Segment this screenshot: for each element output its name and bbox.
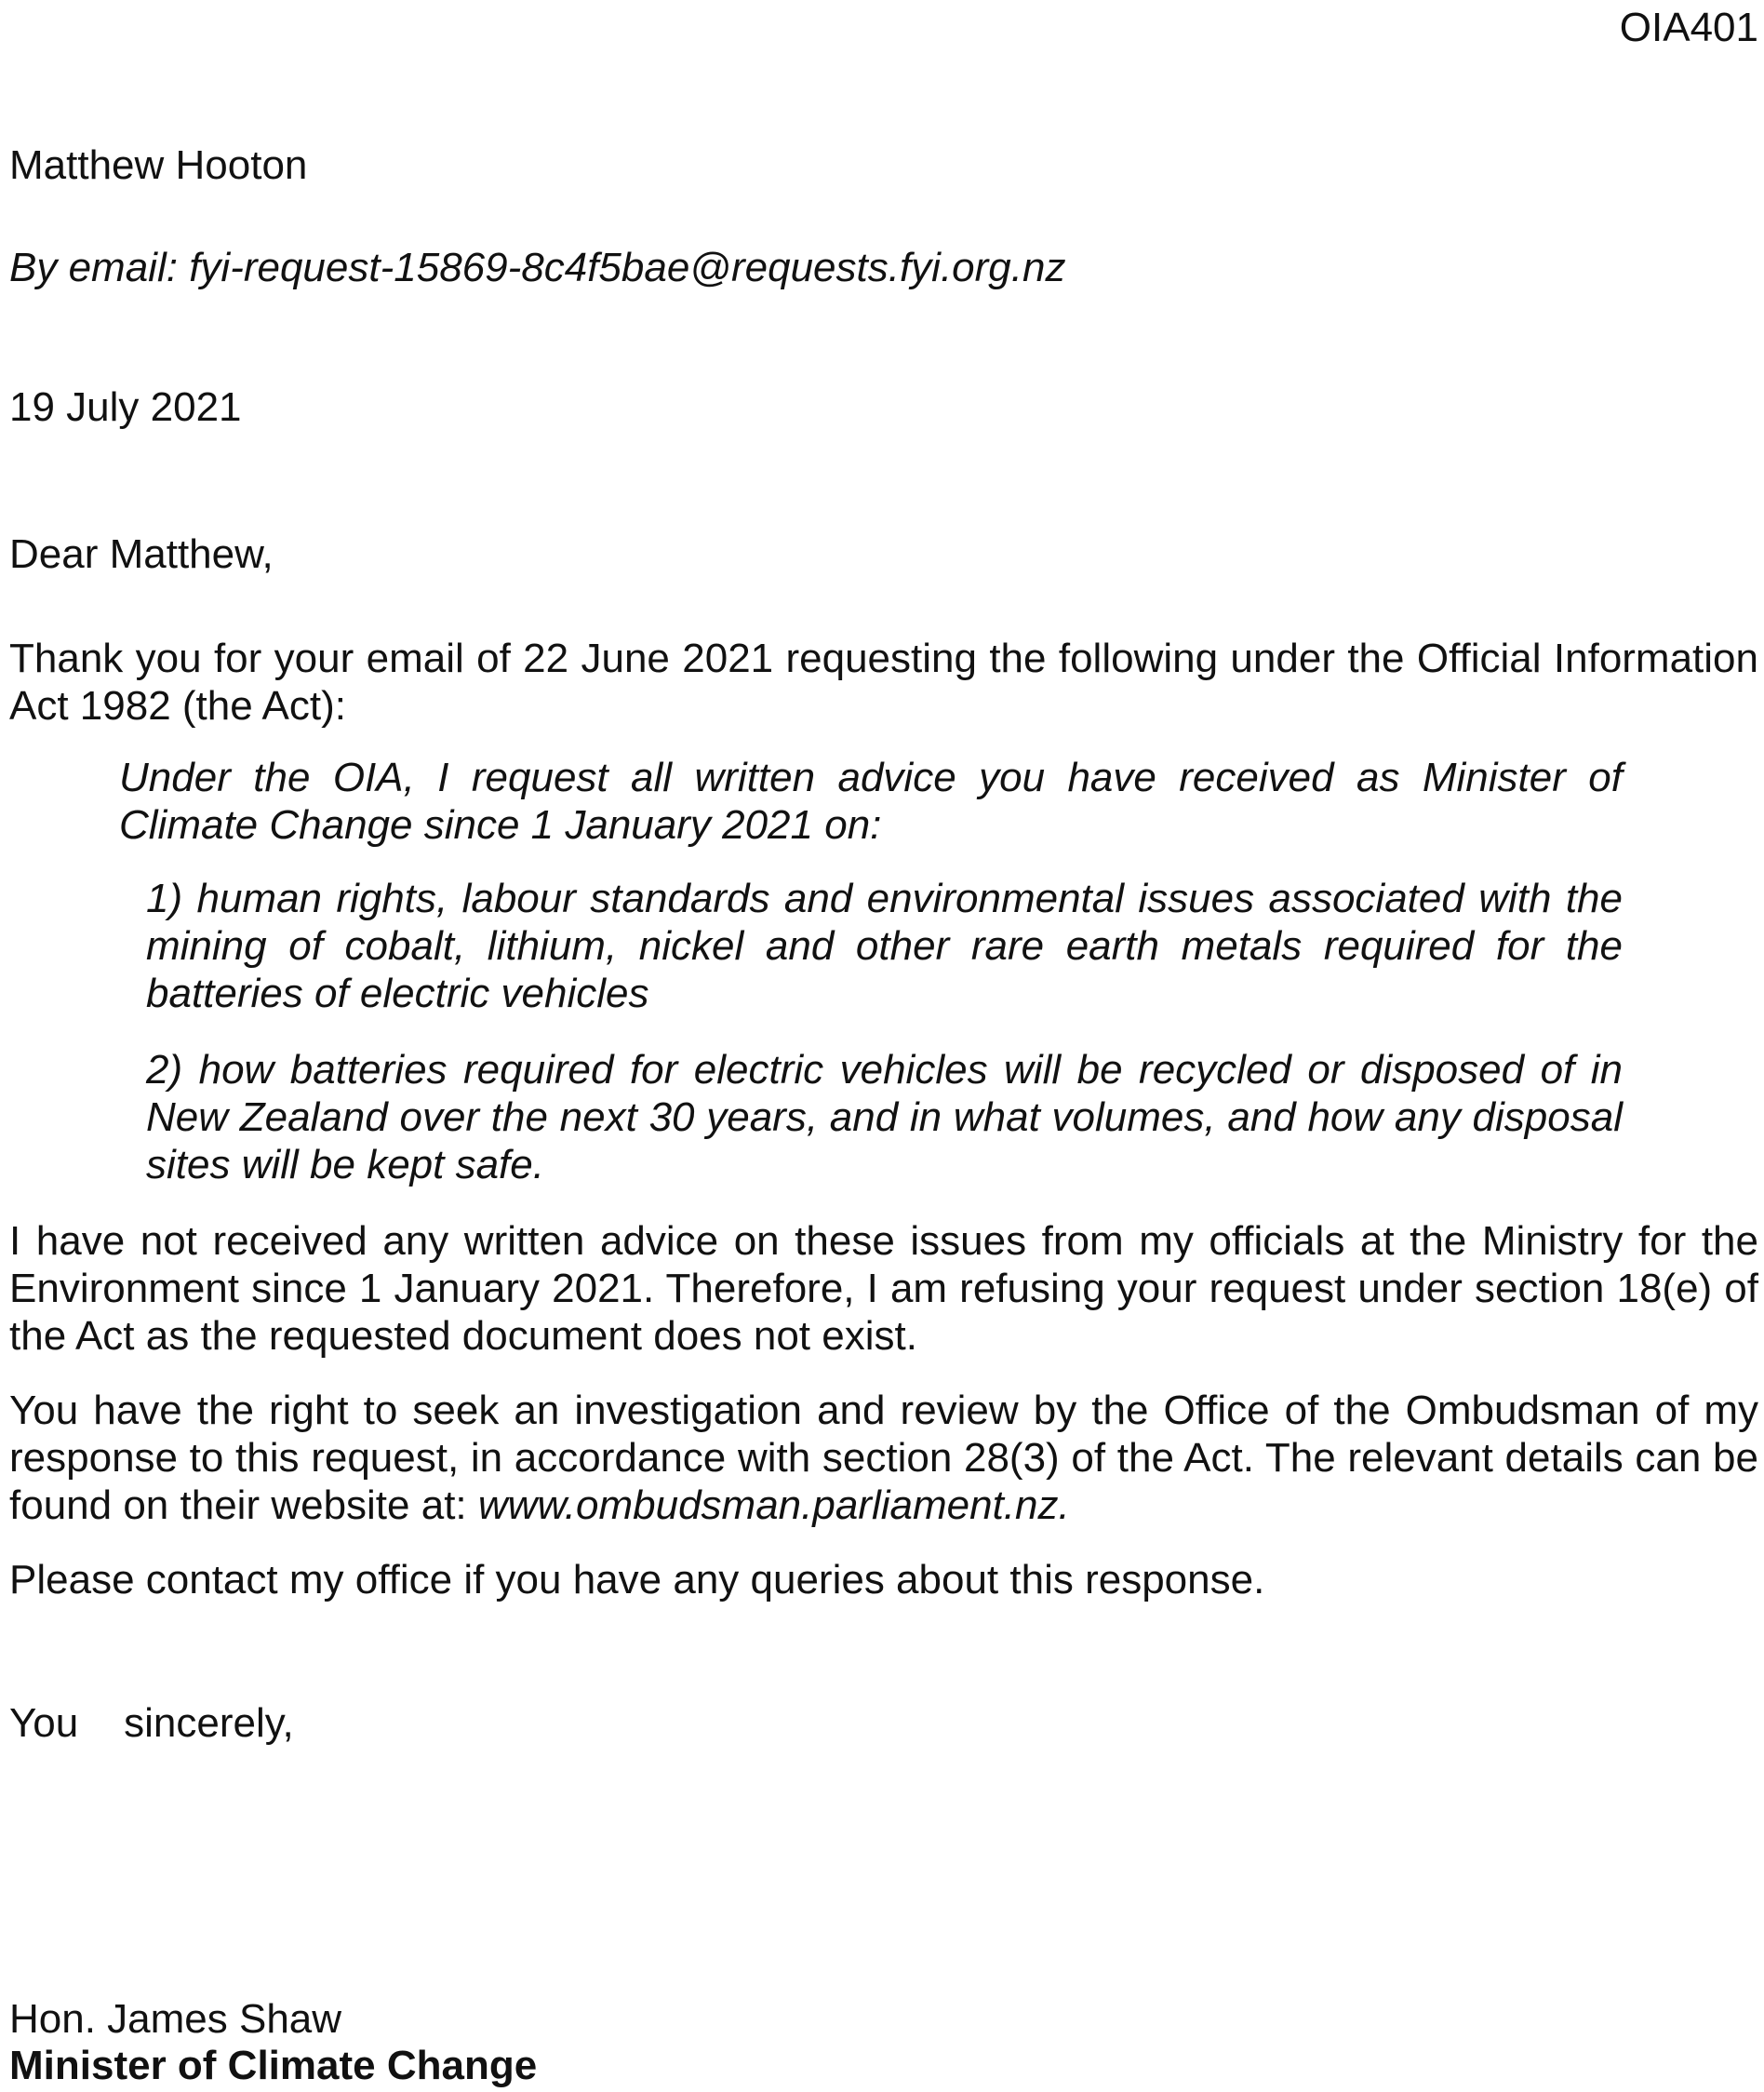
recipient-name: Matthew Hooton [9, 142, 308, 188]
recipient-email[interactable]: fyi-request-15869-8c4f5bae@requests.fyi.org.nz [189, 245, 1066, 290]
letter-date: 19 July 2021 [9, 384, 242, 430]
review-paragraph [9, 1387, 1758, 1529]
contact-paragraph: Please contact my office if you have any queries about this response. [9, 1557, 1265, 1603]
intro-paragraph: Thank you for your email of 22 June 2021 requesting the following under the Official Information Act 1982 (the Act): [9, 636, 1758, 730]
recipient-email-line [9, 244, 1758, 291]
request-item-2: 2) how batteries required for electric vehicles will be recycled or disposed of in New Zealand over the next 30 years, and in what volumes, and how any disposal sites will be kept safe. [146, 1047, 1623, 1188]
signatory-name: Hon. James Shaw [9, 1996, 342, 2042]
signatory-title: Minister of Climate Change [9, 2043, 538, 2088]
request-item-1: 1) human rights, labour standards and environmental issues associated with the mining of cobalt, lithium, nickel and other rare earth metals required for the batteries of electric vehicles [146, 876, 1623, 1017]
request-quote: Under the OIA, I request all written advice you have received as Minister of Climate Change since 1 January 2021 on: [119, 755, 1623, 849]
response-paragraph: I have not received any written advice on these issues from my officials at the Ministry for the Environment since 1 January 2021. Therefore, I am refusing your request under section 18(e) of the Act as the requested document does not exist. [9, 1218, 1758, 1360]
closing: You sincerely, [9, 1700, 294, 1746]
review-text: You have the right to seek an investigation and review by the Office of the Ombudsman of my response to this request, in accordance with section 28(3) of the Act. The relevant details can be found on their website at: [9, 1388, 1758, 1529]
salutation: Dear Matthew, [9, 531, 274, 577]
email-label: By email: [9, 245, 178, 290]
reference-number: OIA401 [1619, 5, 1758, 50]
ombudsman-link[interactable]: www.ombudsman.parliament.nz. [477, 1482, 1070, 1529]
